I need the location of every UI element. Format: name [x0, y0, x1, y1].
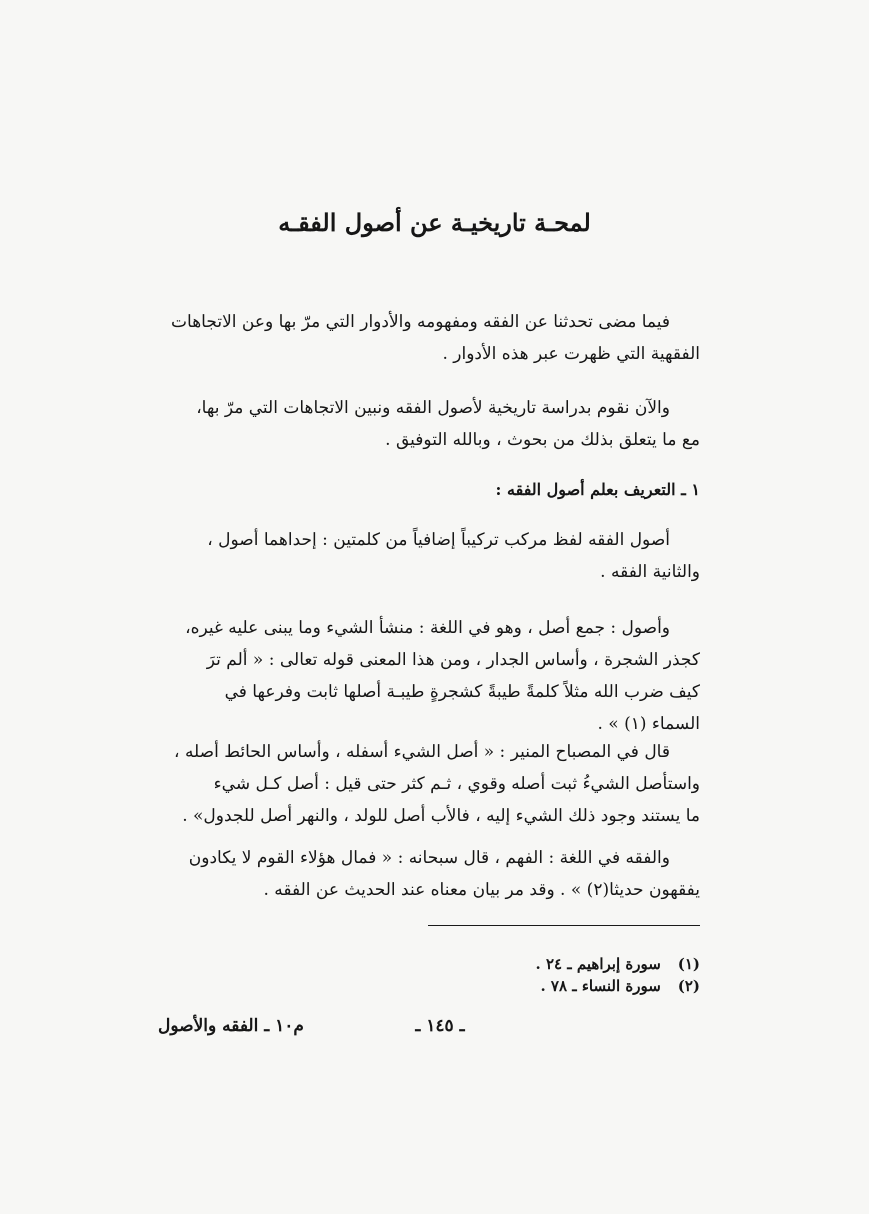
page-number: ـ ١٤٥ ـ	[415, 1016, 465, 1036]
section-heading: ١ ـ التعريف بعلم أصول الفقه :	[495, 480, 700, 499]
footnote-separator	[428, 925, 700, 926]
paragraph-line: وأصول : جمع أصل ، وهو في اللغة : منشأ الشيء وما يبنى عليه غيره،	[185, 618, 670, 638]
paragraph-line: يفقهون حديثا(٢) » . وقد مر بيان معناه عند الحديث عن الفقه .	[263, 880, 700, 900]
signature-mark: م١٠ ـ الفقه والأصول	[158, 1016, 304, 1036]
paragraph-line: السماء (١) » .	[597, 714, 700, 734]
paragraph-line: الفقهية التي ظهرت عبر هذه الأدوار .	[442, 344, 700, 364]
paragraph-line: مع ما يتعلق بذلك من بحوث ، وبالله التوفيق .	[385, 430, 700, 450]
paragraph-line: والآن نقوم بدراسة تاريخية لأصول الفقه ونبين الاتجاهات التي مرّ بها،	[196, 398, 670, 418]
paragraph-definition	[168, 524, 700, 588]
footnote-item	[420, 977, 700, 995]
paragraph-line: كجذر الشجرة ، وأساس الجدار ، ومن هذا المعنى قوله تعالى : « ألم ترَ	[206, 650, 700, 670]
paragraph-line: كيف ضرب الله مثلاً كلمةً طيبةً كشجرةٍ طيبـة أصلها ثابت وفرعها في	[224, 682, 700, 702]
paragraph-line: أصول الفقه لفظ مركب تركيباً إضافياً من كلمتين : إحداهما أصول ،	[207, 530, 670, 550]
paragraph-now	[168, 392, 700, 456]
footnote-item	[420, 955, 700, 973]
footnote-number: (٢)	[677, 977, 700, 995]
paragraph-usul	[168, 612, 700, 740]
paragraph-fiqh	[168, 842, 700, 906]
footnote-text: سورة إبراهيم ـ ٢٤ .	[535, 955, 661, 973]
paragraph-line: والفقه في اللغة : الفهم ، قال سبحانه : « فمال هؤلاء القوم لا يكادون	[188, 848, 670, 868]
paragraph-line: ما يستند وجود ذلك الشيء إليه ، فالأب أصل للولد ، والنهر أصل للجدول» .	[182, 806, 700, 826]
paragraph-line: واستأصل الشيءُ ثبت أصله وقوي ، ثـم كثر حتى قيل : أصل كـل شيء	[213, 774, 700, 794]
page-title: لمحـة تاريخيـة عن أصول الفقـه	[278, 208, 591, 237]
paragraph-line: فيما مضى تحدثنا عن الفقه ومفهومه والأدوار التي مرّ بها وعن الاتجاهات	[171, 312, 670, 332]
footnote-number: (١)	[677, 955, 700, 973]
paragraph-misbah	[168, 736, 700, 832]
footnote-text: سورة النساء ـ ٧٨ .	[540, 977, 661, 995]
paragraph-line: قال في المصباح المنير : « أصل الشيء أسفله ، وأساس الحائط أصله ،	[174, 742, 670, 762]
paragraph-intro	[168, 306, 700, 370]
paragraph-line: والثانية الفقه .	[600, 562, 700, 582]
